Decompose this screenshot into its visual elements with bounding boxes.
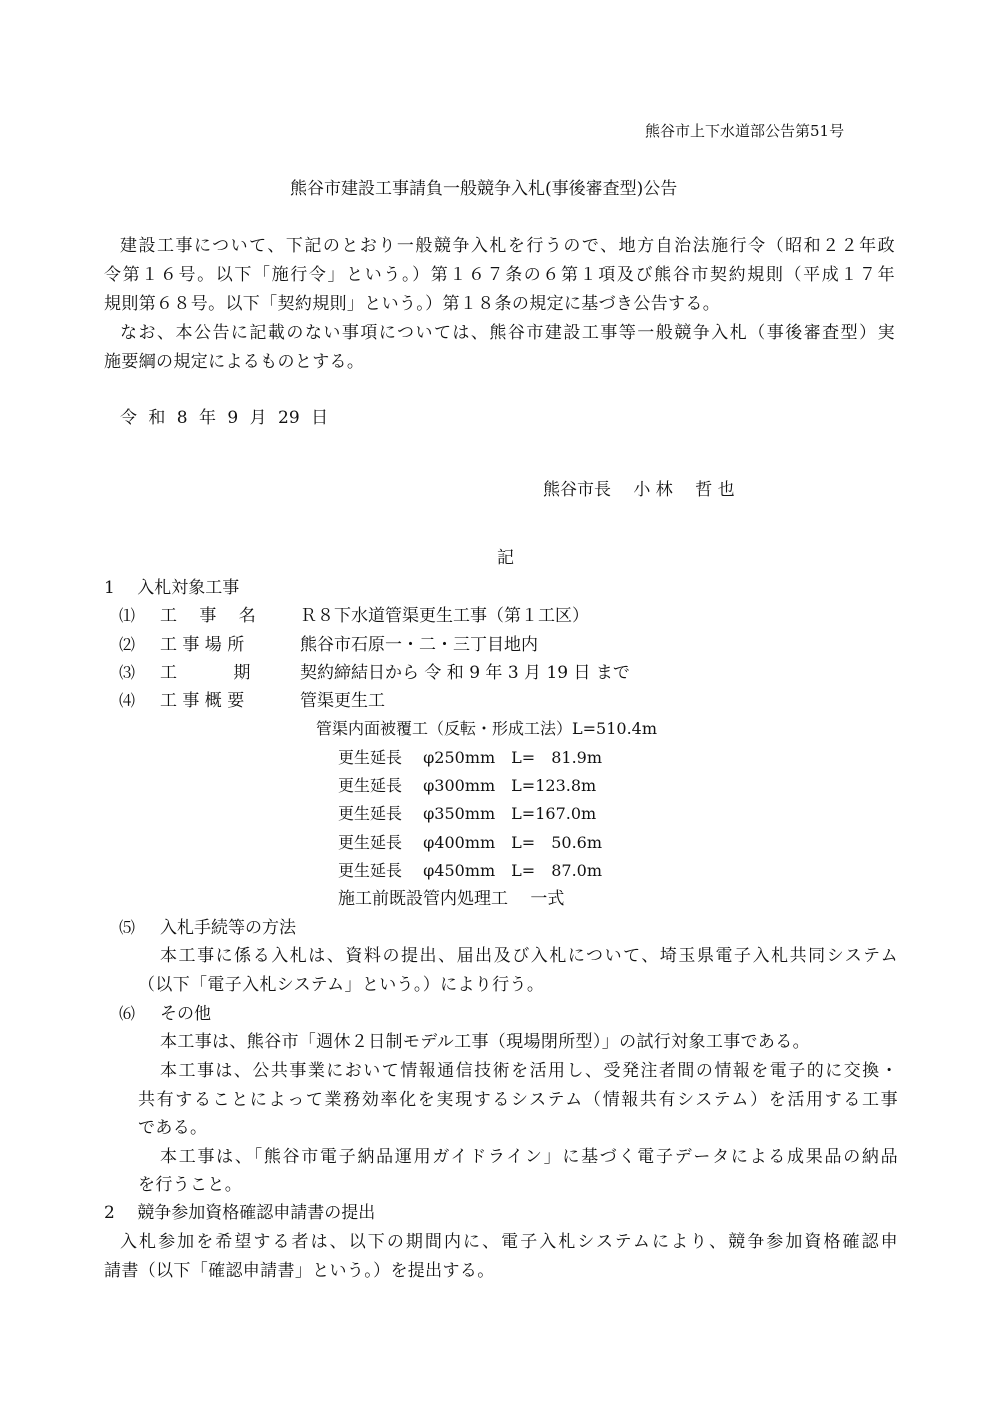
overview-row: 更生延長 φ300mm L=123.8m xyxy=(338,776,597,795)
item6-line1: 本工事は、熊谷市「週休２日制モデル工事（現場閉所型）」の試行対象工事である。 xyxy=(160,1032,810,1052)
item6-line4: である。 xyxy=(138,1118,208,1138)
overview-row: 更生延長 φ400mm L= 50.6m xyxy=(338,833,603,852)
work-location: 熊谷市石原一・二・三丁目地内 xyxy=(300,635,538,655)
item-number: ⑵ xyxy=(119,635,136,654)
item-number: ⑹ xyxy=(119,1004,136,1023)
section1-heading: 1 入札対象工事 xyxy=(104,578,240,598)
overview-row: 更生延長 φ350mm L=167.0m xyxy=(338,804,597,823)
intro-p2-line1: なお、本公告に記載のない事項については、熊谷市建設工事等一般競争入札（事後審査型）実 xyxy=(120,323,895,343)
signatory: 熊谷市長 小 林 哲 也 xyxy=(543,480,735,500)
intro-p1-line3: 規則第６８号。以下「契約規則」という。）第１８条の規定に基づき公告する。 xyxy=(104,294,721,314)
work-name: Ｒ８下水道管渠更生工事（第１工区） xyxy=(300,606,589,626)
item5-label: 入札手続等の方法 xyxy=(160,918,296,938)
item-number: ⑶ xyxy=(119,663,136,682)
item-label-period: 工 期 xyxy=(160,663,251,683)
item5-line2: （以下「電子入札システム」という。）により行う。 xyxy=(138,975,545,995)
notice-date: 令 和 8 年 9 月 29 日 xyxy=(120,408,329,428)
intro-p1-line1: 建設工事について、下記のとおり一般競争入札を行うので、地方自治法施行令（昭和２２年政 xyxy=(120,236,895,256)
item5-line1: 本工事に係る入札は、資料の提出、届出及び入札について、埼玉県電子入札共同システム xyxy=(160,946,898,966)
section2-heading: 2 競争参加資格確認申請書の提出 xyxy=(104,1203,376,1223)
overview-main: 管渠内面被覆工（反転・形成工法）L=510.4m xyxy=(316,719,658,738)
page-title: 熊谷市建設工事請負一般競争入札(事後審査型)公告 xyxy=(290,179,678,199)
ki-heading: 記 xyxy=(497,548,514,568)
work-overview: 管渠更生工 xyxy=(300,691,385,711)
intro-p2-line2: 施要綱の規定によるものとする。 xyxy=(104,352,365,372)
item-number: ⑷ xyxy=(119,691,136,710)
item-number: ⑴ xyxy=(119,606,136,625)
work-period: 契約締結日から 令 和 9 年 3 月 19 日 まで xyxy=(300,663,630,683)
item6-line5: 本工事は、「熊谷市電子納品運用ガイドライン」に基づく電子データによる成果品の納品 xyxy=(160,1147,898,1167)
item6-line6: を行うこと。 xyxy=(138,1175,243,1195)
overview-pretreatment: 施工前既設管内処理工 一式 xyxy=(338,889,565,909)
item-label-work-name: 工 事 名 xyxy=(160,606,256,626)
item-number: ⑸ xyxy=(119,918,136,937)
notice-number: 熊谷市上下水道部公告第51号 xyxy=(645,122,845,140)
overview-row: 更生延長 φ250mm L= 81.9m xyxy=(338,748,603,767)
item6-label: その他 xyxy=(160,1004,211,1024)
item6-line3: 共有することによって業務効率化を実現するシステム（情報共有システム）を活用する工事 xyxy=(138,1090,898,1110)
overview-row: 更生延長 φ450mm L= 87.0m xyxy=(338,861,603,880)
section2-line1: 入札参加を希望する者は、以下の期間内に、電子入札システムにより、競争参加資格確認申 xyxy=(120,1232,898,1252)
item6-line2: 本工事は、公共事業において情報通信技術を活用し、受発注者間の情報を電子的に交換・ xyxy=(160,1061,898,1081)
item-label-overview: 工 事 概 要 xyxy=(160,691,245,711)
item-label-location: 工 事 場 所 xyxy=(160,635,245,655)
intro-p1-line2: 令第１６号。以下「施行令」という。）第１６７条の６第１項及び熊谷市契約規則（平成１７年 xyxy=(104,265,895,285)
section2-line2: 請書（以下「確認申請書」という。）を提出する。 xyxy=(104,1261,495,1281)
